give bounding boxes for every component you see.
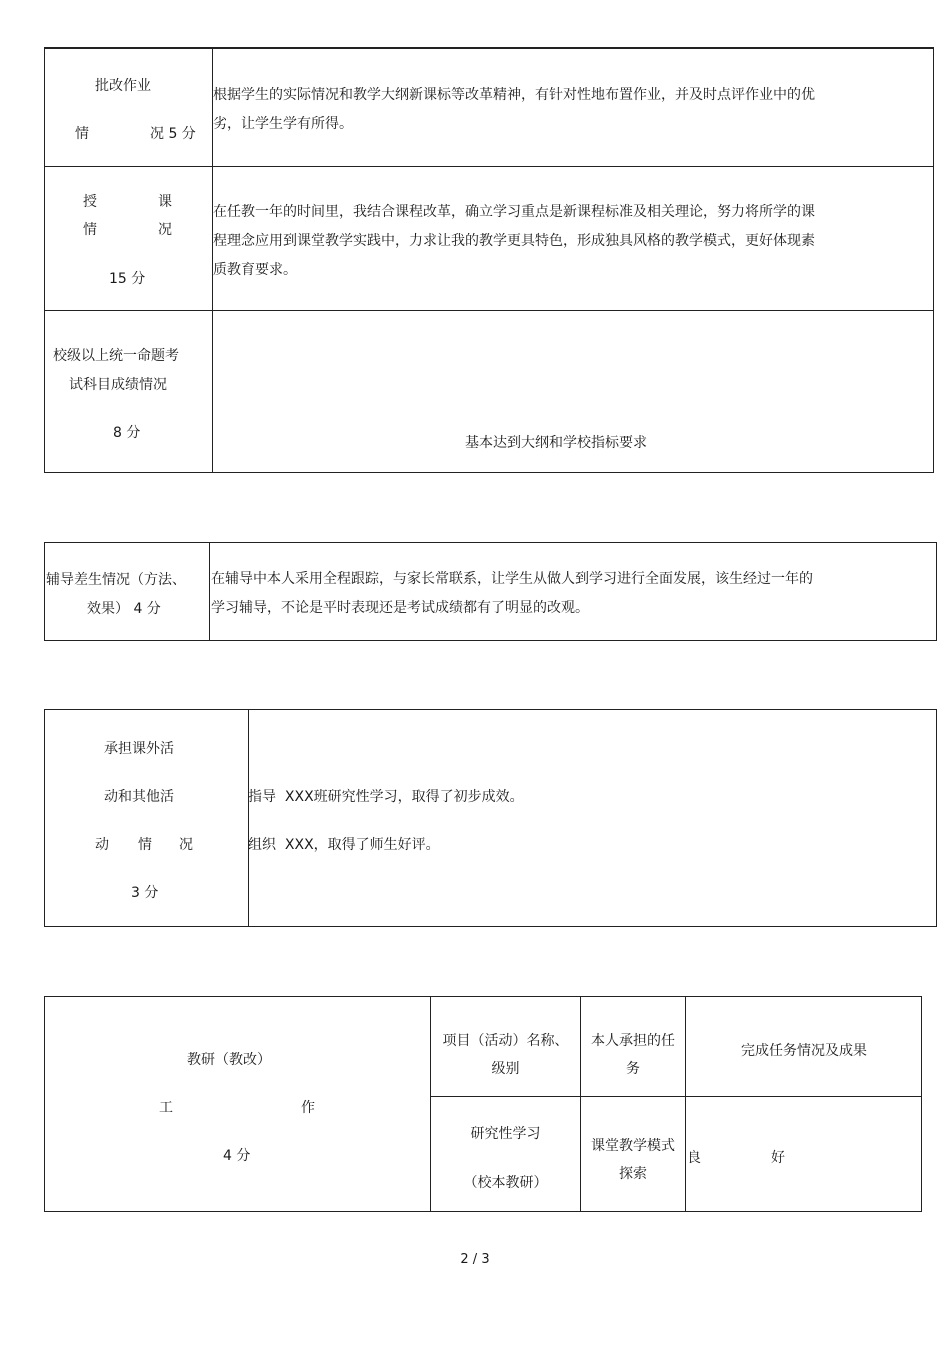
homework-label-line2-a: 情 xyxy=(75,126,89,142)
activities-label-line3-b: 情 xyxy=(138,837,152,853)
activities-content-line1: 指导 XXX班研究性学习，取得了初步成效。 xyxy=(248,789,524,805)
tutoring-table xyxy=(44,542,937,641)
teaching-content-line2: 程理念应用到课堂教学实践中，力求让我的教学更具特色，形成独具风格的教学模式，更好体现素 xyxy=(213,233,815,249)
research-label-line1: 教研（教改） xyxy=(187,1052,271,1068)
header-task-line1: 本人承担的任 xyxy=(591,1033,675,1049)
header-project-line2: 级别 xyxy=(491,1061,520,1077)
row-task-line2: 探索 xyxy=(619,1166,647,1182)
exam-content: 基本达到大纲和学校指标要求 xyxy=(465,435,647,451)
row-result-b: 好 xyxy=(771,1150,785,1166)
teaching-label-line1-a: 授 xyxy=(83,194,97,210)
activities-label-line1: 承担课外活 xyxy=(104,741,174,757)
homework-label-line2-b: 况 5 分 xyxy=(150,126,196,142)
homework-label-line1: 批改作业 xyxy=(95,78,151,94)
teaching-label-line2-b: 况 xyxy=(158,222,172,238)
exam-label-line2: 试科目成绩情况 xyxy=(69,377,167,393)
row-task-line1: 课堂教学模式 xyxy=(591,1138,675,1154)
teaching-label-line1-b: 课 xyxy=(158,194,172,210)
header-result: 完成任务情况及成果 xyxy=(741,1043,867,1059)
teaching-label-line3: 15 分 xyxy=(109,271,146,287)
exam-label-line1: 校级以上统一命题考 xyxy=(53,348,179,364)
homework-content-line2: 劣，让学生学有所得。 xyxy=(213,116,353,132)
header-task-line2: 务 xyxy=(626,1061,640,1077)
activities-label-line4: 3 分 xyxy=(131,885,159,901)
teaching-content-line1: 在任教一年的时间里，我结合课程改革，确立学习重点是新课程标准及相关理论，努力将所学的课 xyxy=(213,204,815,220)
tutoring-content-line1: 在辅导中本人采用全程跟踪，与家长常联系，让学生从做人到学习进行全面发展，该生经过一年的 xyxy=(211,571,813,587)
activities-label-line3-a: 动 xyxy=(95,837,109,853)
tutoring-label-line1: 辅导差生情况（方法、 xyxy=(46,572,186,588)
row-project-line1: 研究性学习 xyxy=(470,1126,541,1142)
row-result-a: 良 xyxy=(687,1150,701,1166)
research-label-line2-b: 作 xyxy=(301,1100,315,1116)
header-project-line1: 项目（活动）名称、 xyxy=(442,1033,569,1049)
tutoring-label-line2: 效果） 4 分 xyxy=(87,601,161,617)
activities-table xyxy=(44,709,937,927)
tutoring-content-line2: 学习辅导，不论是平时表现还是考试成绩都有了明显的改观。 xyxy=(211,600,589,616)
exam-label-line3: 8 分 xyxy=(113,425,141,441)
row-project-line2: （校本教研） xyxy=(463,1175,548,1191)
activities-label-line3-c: 况 xyxy=(179,837,193,853)
teaching-label-line2-a: 情 xyxy=(83,222,97,238)
research-label-line3: 4 分 xyxy=(223,1148,251,1164)
research-label-line2-a: 工 xyxy=(159,1100,173,1116)
evaluation-table-main xyxy=(44,47,934,473)
homework-content-line1: 根据学生的实际情况和教学大纲新课标等改革精神，有针对性地布置作业，并及时点评作业中的优 xyxy=(213,87,815,103)
activities-label-line2: 动和其他活 xyxy=(104,789,174,805)
page-number: 2 / 3 xyxy=(460,1252,490,1267)
activities-content-line2: 组织 XXX，取得了师生好评。 xyxy=(248,837,440,853)
research-table xyxy=(44,996,922,1212)
teaching-content-line3: 质教育要求。 xyxy=(213,262,297,278)
